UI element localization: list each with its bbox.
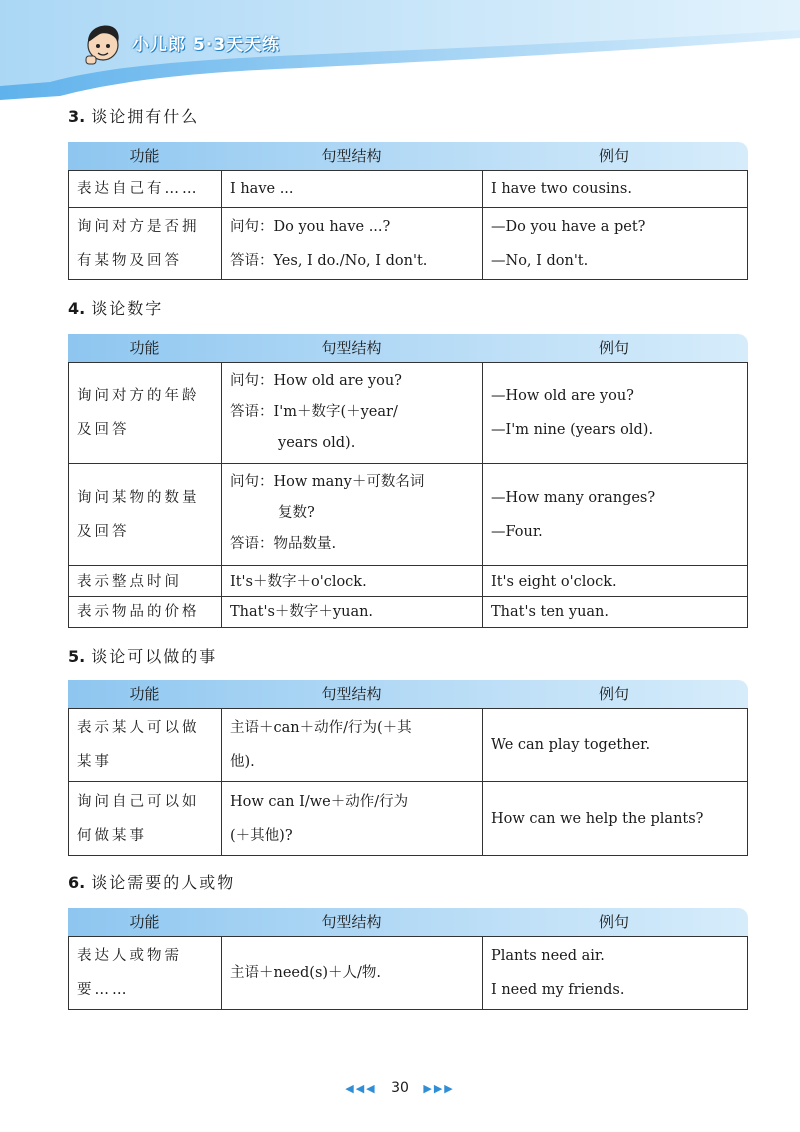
cell-example: —Four. — [491, 524, 543, 540]
table-header — [68, 680, 748, 708]
header-structure: 句型结构 — [321, 339, 382, 357]
cell-example: I have two cousins. — [491, 181, 632, 197]
cell-function: 表达人或物需 — [77, 948, 182, 964]
cell-structure: 答语：I'm＋数字(＋year/ — [230, 404, 398, 420]
cell-structure: 复数? — [278, 505, 315, 521]
page-number — [0, 1080, 800, 1096]
cell-structure: That's＋数字＋yuan. — [230, 604, 374, 620]
table-row — [69, 363, 747, 463]
cell-structure: It's＋数字＋o'clock. — [230, 573, 367, 590]
table-section-4 — [68, 334, 748, 630]
cell-structure: 主语＋can＋动作/行为(＋其 — [230, 720, 412, 736]
cell-structure: years old). — [278, 435, 356, 451]
table-header — [68, 908, 748, 936]
cell-function: 表示物品的价格 — [77, 604, 200, 620]
table-row — [69, 709, 747, 781]
left-arrows-icon: ◀◀◀ — [345, 1082, 377, 1095]
header-example: 例句 — [598, 685, 629, 703]
header-example: 例句 — [598, 913, 629, 931]
section-title-text: 谈论可以做的事 — [91, 647, 218, 666]
cell-function: 表达自己有…… — [77, 181, 200, 197]
cell-example: Plants need air. — [491, 948, 605, 964]
section-number: 3. — [68, 107, 86, 126]
cell-structure: 问句：How old are you? — [230, 373, 402, 389]
cell-function: 要…… — [77, 982, 130, 998]
brand-title: 小儿郎 5·3天天练 — [132, 35, 281, 55]
cell-structure: 答语：Yes, I do./No, I don't. — [230, 252, 428, 269]
section-title-text: 谈论需要的人或物 — [91, 873, 236, 892]
table-section-6 — [68, 908, 748, 1010]
cell-structure: (＋其他)? — [230, 827, 293, 844]
cell-function: 及回答 — [77, 422, 130, 438]
section-title — [68, 644, 217, 667]
cell-example: —How many oranges? — [491, 490, 656, 506]
section-title — [68, 104, 199, 127]
mascot-logo-icon — [78, 18, 128, 68]
header-function: 功能 — [129, 913, 160, 931]
table-header — [68, 142, 748, 170]
section-number: 5. — [68, 647, 86, 666]
section-title-text: 谈论拥有什么 — [91, 107, 200, 126]
section-number: 6. — [68, 873, 86, 892]
section-title — [68, 296, 163, 319]
header-example: 例句 — [598, 147, 629, 165]
header-example: 例句 — [598, 339, 629, 357]
header-function: 功能 — [129, 339, 160, 357]
cell-example: —No, I don't. — [491, 252, 589, 269]
cell-example: —How old are you? — [491, 388, 634, 404]
cell-function: 何做某事 — [77, 827, 147, 844]
header-structure: 句型结构 — [321, 913, 382, 931]
cell-function: 表示整点时间 — [77, 573, 182, 590]
header-structure: 句型结构 — [321, 685, 382, 703]
table-header — [68, 334, 748, 362]
cell-function: 及回答 — [77, 524, 130, 540]
table-row — [69, 937, 747, 1009]
page-number-text: 30 — [391, 1080, 409, 1096]
cell-structure: 他). — [230, 754, 255, 770]
cell-example: We can play together. — [491, 737, 651, 753]
cell-example: —Do you have a pet? — [491, 218, 646, 235]
cell-example: How can we help the plants? — [491, 810, 704, 827]
cell-function: 有某物及回答 — [77, 252, 182, 269]
cell-function: 询问对方是否拥 — [77, 218, 200, 235]
header-function: 功能 — [129, 685, 160, 703]
cell-function: 询问自己可以如 — [77, 793, 200, 810]
cell-structure: How can I/we＋动作/行为 — [230, 793, 409, 810]
cell-structure: 答语：物品数量. — [230, 536, 337, 552]
cell-structure: 问句：How many＋可数名词 — [230, 474, 425, 490]
cell-example: —I'm nine (years old). — [491, 422, 654, 438]
table-row — [69, 463, 747, 566]
cell-structure: I have ... — [230, 181, 294, 197]
cell-function: 询问对方的年龄 — [77, 388, 200, 404]
header-structure: 句型结构 — [321, 147, 382, 165]
section-title — [68, 870, 235, 893]
cell-structure: 主语＋need(s)＋人/物. — [230, 965, 382, 981]
section-title-text: 谈论数字 — [91, 299, 164, 318]
table-row — [69, 781, 747, 855]
right-arrows-icon: ▶▶▶ — [423, 1082, 455, 1095]
cell-function: 某事 — [77, 754, 112, 770]
table-section-5 — [68, 680, 748, 858]
table-row — [69, 207, 747, 279]
table-row — [69, 565, 747, 597]
cell-example: That's ten yuan. — [491, 604, 609, 620]
cell-function: 表示某人可以做 — [77, 720, 200, 736]
table-section-3 — [68, 142, 748, 280]
cell-example: I need my friends. — [491, 982, 625, 998]
cell-structure: 问句：Do you have ...? — [230, 218, 391, 235]
cell-function: 询问某物的数量 — [77, 490, 200, 506]
section-number: 4. — [68, 299, 86, 318]
header-function: 功能 — [129, 147, 160, 165]
table-row — [69, 171, 747, 207]
table-row — [69, 596, 747, 627]
cell-example: It's eight o'clock. — [491, 573, 617, 590]
